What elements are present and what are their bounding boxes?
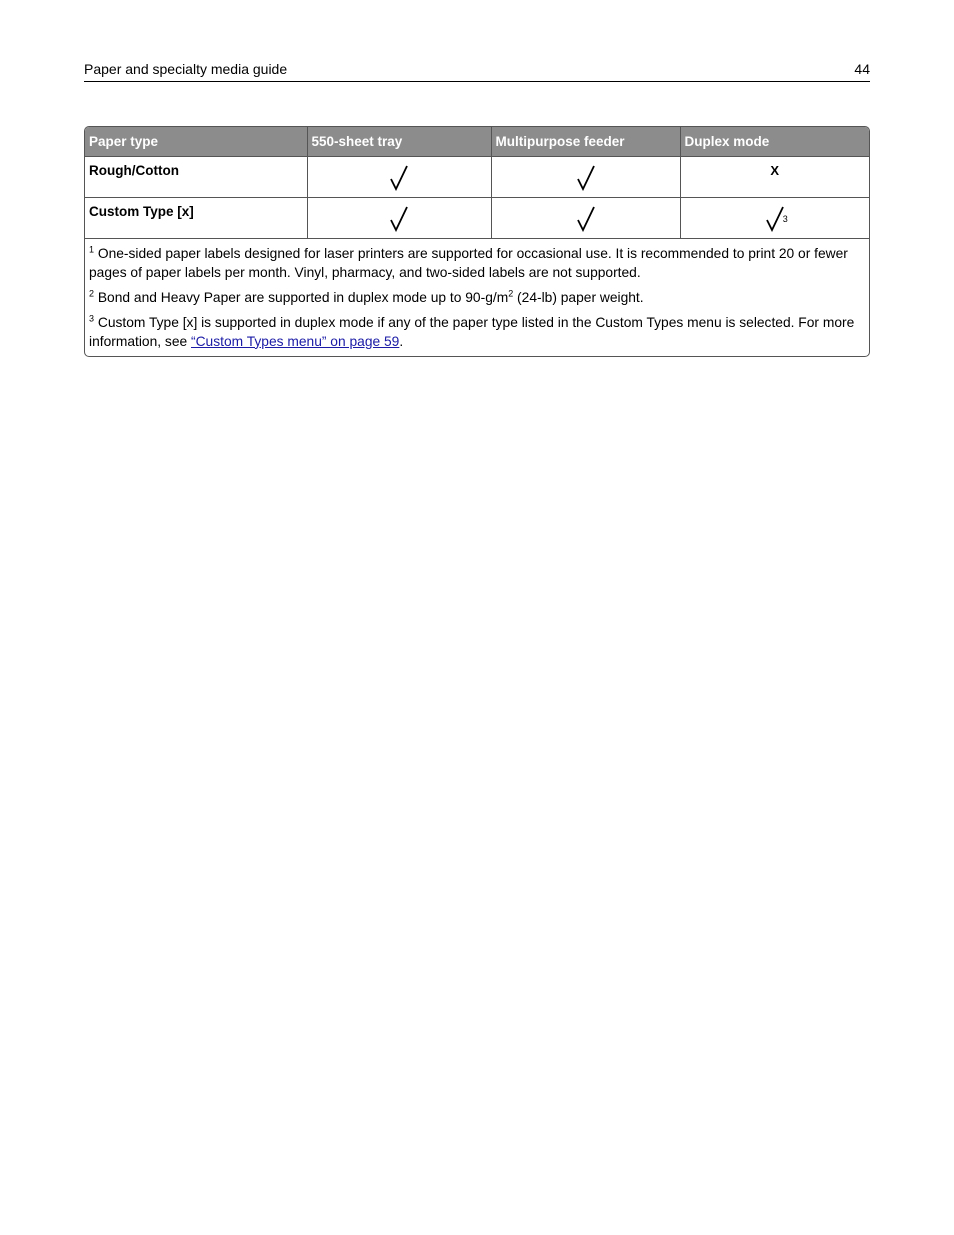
row-label: Custom Type [x]: [85, 197, 307, 238]
footnote-text: .: [399, 333, 404, 349]
cell-mp-feeder: [491, 197, 680, 238]
cell-550-tray: [307, 197, 491, 238]
column-header-multipurpose-feeder: Multipurpose feeder: [491, 127, 680, 156]
footnote-text: Bond and Heavy Paper are supported in duplex mode up to 90-g/m: [97, 289, 509, 305]
footnote-number: 1: [89, 243, 95, 254]
check-mark-icon: [390, 165, 408, 191]
footnote: [89, 288, 865, 307]
footnote-number: 3: [89, 312, 95, 323]
footnote-number: 2: [89, 287, 95, 298]
footnote: [89, 313, 865, 351]
footnote-ref: 3: [782, 213, 788, 224]
cell-mp-feeder: [491, 156, 680, 197]
superscript: 2: [508, 287, 514, 298]
custom-types-menu-link[interactable]: “Custom Types menu” on page 59: [191, 333, 400, 349]
cell-duplex: [680, 156, 869, 197]
check-mark-icon: [577, 206, 595, 232]
document-title: Paper and specialty media guide: [84, 61, 288, 77]
page-header: [84, 60, 870, 82]
table-row: [85, 156, 869, 197]
footnote: [89, 244, 865, 282]
table-row: [85, 197, 869, 238]
column-header-550-sheet-tray: 550-sheet tray: [307, 127, 491, 156]
check-mark-icon: [577, 165, 595, 191]
row-label: Rough/Cotton: [85, 156, 307, 197]
table-footnotes: [85, 239, 869, 351]
check-mark-icon: [766, 206, 784, 232]
media-support-table: [84, 126, 870, 357]
cell-duplex: [680, 197, 869, 238]
cell-550-tray: [307, 156, 491, 197]
check-mark-icon: [390, 206, 408, 232]
footnote-text: Custom Type [x] is supported in duplex mode if any of the paper type listed in the Custom Types menu is selected. For more information, see: [89, 314, 855, 349]
not-supported-mark: X: [770, 162, 780, 178]
table-header-row: [85, 127, 869, 156]
page-number: 44: [854, 61, 870, 77]
column-header-duplex-mode: Duplex mode: [680, 127, 869, 156]
column-header-paper-type: Paper type: [85, 127, 307, 156]
footnote-text: (24-lb) paper weight.: [513, 289, 644, 305]
footnote-text: One-sided paper labels designed for laser printers are supported for occasional use. It is recommended to print 20 or fewer pages of paper labels per month. Vinyl, pharmacy, and two-sided labels are not supported.: [89, 245, 848, 280]
